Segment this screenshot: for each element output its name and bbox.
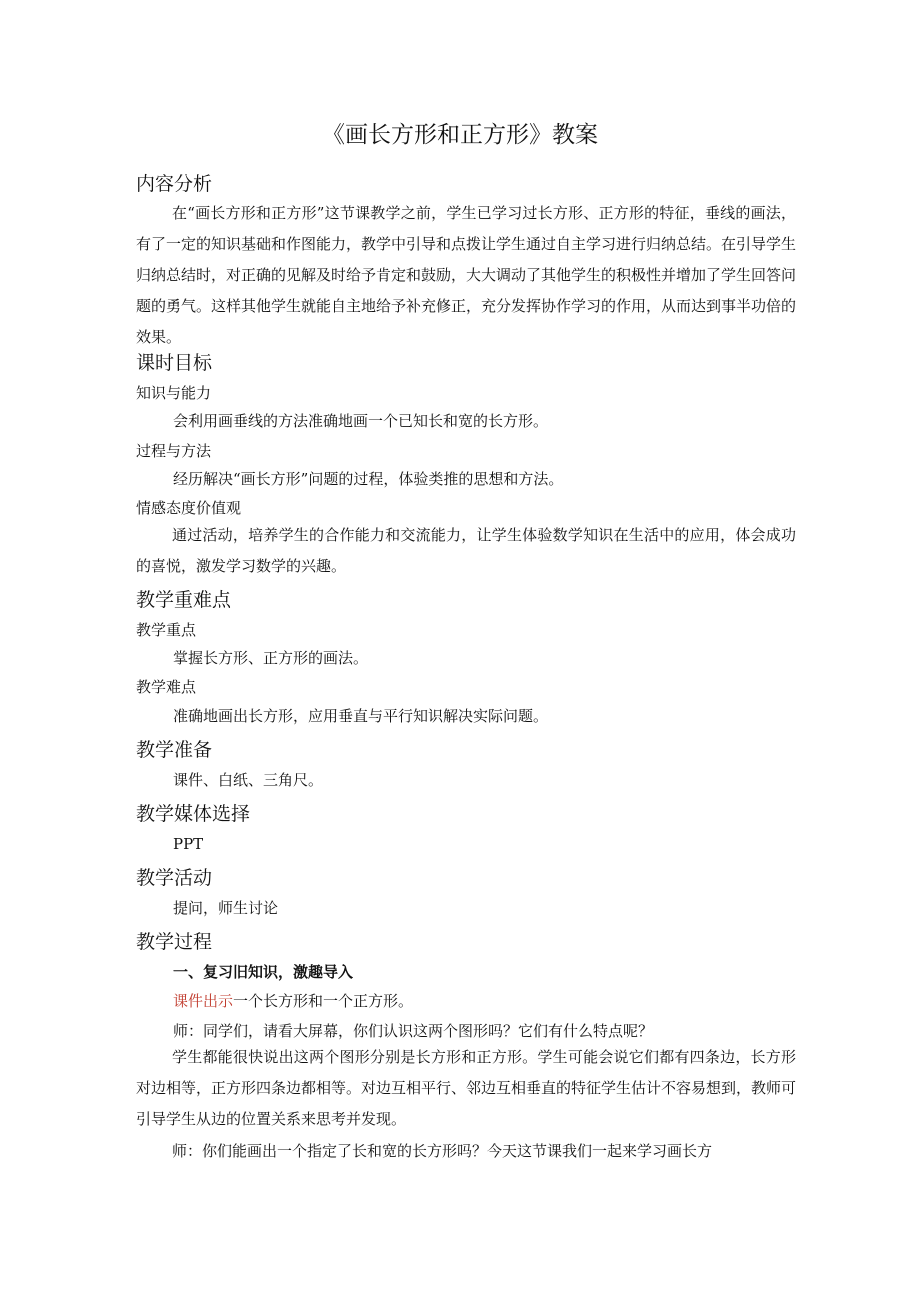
heading-preparation: 教学准备 <box>136 739 213 761</box>
heading-content-analysis: 内容分析 <box>136 173 213 195</box>
heading-activities: 教学活动 <box>136 867 213 889</box>
courseware-text: 一个长方形和一个正方形。 <box>233 992 414 1010</box>
label-knowledge-ability: 知识与能力 <box>136 384 212 402</box>
heading-media: 教学媒体选择 <box>136 803 251 825</box>
courseware-label: 课件出示 <box>173 992 234 1010</box>
text-teaching-difficulty: 准确地画出长方形，应用垂直与平行知识解决实际问题。 <box>173 707 549 725</box>
document-title: 《画长方形和正方形》教案 <box>322 122 598 148</box>
text-process-method: 经历解决“画长方形”问题的过程，体验类推的思想和方法。 <box>173 470 564 488</box>
courseware-line <box>173 990 413 1012</box>
text-attitude-values: 通过活动，培养学生的合作能力和交流能力，让学生体验数学知识在生活中的应用，体会成功的喜悦，激发学习数学的兴趣。 <box>136 526 796 575</box>
text-teaching-key: 掌握长方形、正方形的画法。 <box>173 649 369 667</box>
text-preparation: 课件、白纸、三角尺。 <box>173 771 324 789</box>
teacher-question-1: 师：同学们，请看大屏幕，你们认识这两个图形吗？它们有什么特点呢？ <box>173 1022 654 1040</box>
text-activities: 提问，师生讨论 <box>173 899 279 917</box>
label-teaching-key: 教学重点 <box>136 621 197 639</box>
paragraph-content-analysis: 在“画长方形和正方形”这节课教学之前，学生已学习过长方形、正方形的特征，垂线的画法，有了一定的知识基础和作图能力，教学中引导和点拨让学生通过自主学习进行归纳总结。在引导学生归纳总结时，对正确的见解及时给予肯定和鼓励，大大调动了其他学生的积极性并增加了学生回答问题的勇气。这样其他学生就能自主地给予补充修正，充分发挥协作学习的作用，从而达到事半功倍的效果。 <box>136 204 797 346</box>
heading-key-points: 教学重难点 <box>136 589 232 611</box>
text-media: PPT <box>173 835 204 853</box>
label-attitude-values: 情感态度价值观 <box>136 499 242 517</box>
step1-heading: 一、复习旧知识，激趣导入 <box>173 963 354 981</box>
heading-process: 教学过程 <box>136 931 213 953</box>
text-knowledge-ability: 会利用画垂线的方法准确地画一个已知长和宽的长方形。 <box>173 412 549 430</box>
heading-objectives: 课时目标 <box>136 352 213 374</box>
teacher-question-2: 师：你们能画出一个指定了长和宽的长方形吗？今天这节课我们一起来学习画长方 <box>172 1142 713 1160</box>
label-process-method: 过程与方法 <box>136 442 212 460</box>
label-teaching-difficulty: 教学难点 <box>136 678 197 696</box>
student-answer: 学生都能很快说出这两个图形分别是长方形和正方形。学生可能会说它们都有四条边，长方形对边相等，正方形四条边都相等。对边互相平行、邻边互相垂直的特征学生估计不容易想到，教师可引导学生从边的位置关系来思考并发现。 <box>136 1048 797 1128</box>
